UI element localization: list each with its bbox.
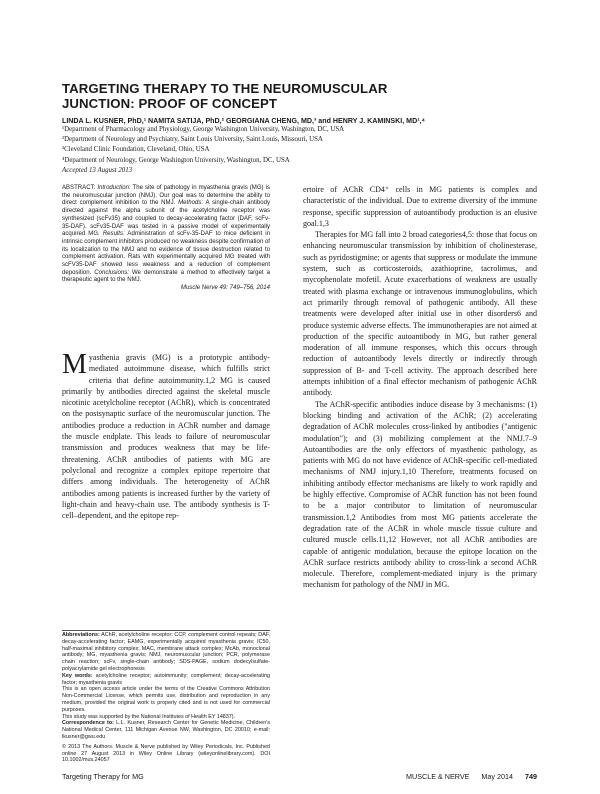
body-paragraph-2: Therapies for MG fall into 2 broad categories4,5: those that focus on enhancing neuromuscular transmission by inhibition of cholinesterase, such as pyridostigmine; or agents that suppress or modulate the immune system, such as corticosteroids, azathioprine, tacrolimus, and mycophenolate mofetil. Acute exacerbations of weakness are usually treated with plasma exchange or intravenous immunoglobulins, which act primarily through removal of pathogenic antibody. All these treatments were developed after initial use in other disorders6 and produce systemic adverse effects. The immunotherapies are not aimed at production of the specific autoantibody in MG, but rather general moderation of all immune responses, which this occurs through reduction of autoantibody levels directly or indirectly through suppression of B- and T-cell activity. The approach described here attempts inhibition of a final effector mechanism of pathogenic AChR antibody. xyxy=(303,230,537,398)
abstract xyxy=(62,185,270,293)
keywords-text: acetylcholine receptor; autoimmunity; complement; decay-accelerating factor; myasthenia gravis xyxy=(62,672,270,686)
affiliation-3: ³Cleveland Clinic Foundation, Cleveland, Ohio, USA xyxy=(62,146,210,154)
abstract-results-label: Results: xyxy=(102,231,125,238)
license-note: This is an open access article under the terms of the Creative Commons Attribution Non-Commercial License, which permits use, distribution and reproduction in any medium, provided the original work is properly cited and is not used for commercial purposes. xyxy=(62,686,270,713)
page-footer xyxy=(62,772,537,782)
body-intro-paragraph: yasthenia gravis (MG) is a prototypic antibody-mediated autoimmune disease, which fulfills strict criteria that define autoimmunity.1,2 MG is caused primarily by antibodies directed against the skeletal muscle nicotinic acetylcholine receptor (AChR), which is concentrated on the postsynaptic surface of the neuromuscular junction. The antibodies produce a reduction in AChR number and damage the muscle endplate. This leads to failure of neuromuscular transmission and produces weakness that may be life-threatening. AChR antibodies of patients with MG are polyclonal and recognize a complex epitope repertoire that differs among individuals. The heterogeneity of AChR antibodies among patients is increased further by the variety of light-chain and heavy-chain use. The antibody synthesis is T-cell–dependent, and the epitope rep- xyxy=(62,353,270,521)
footer-journal-info xyxy=(394,772,537,781)
keywords xyxy=(62,673,270,687)
abstract-conclusions: We demonstrate a method to effectively target a therapeutic agent to the NMJ. xyxy=(62,269,270,284)
copyright-note: © 2013 The Authors. Muscle & Nerve published by Wiley Periodicals, Inc. Published online 27 August 2013 in Wiley Online Library (wileyonlinelibrary.com). DOI 10.1002/mus.24057 xyxy=(62,743,270,764)
abstract-results: Administration of scFv-35-DAF to mice deficient in intrinsic complement inhibitors produced no weakness despite confirmation of its localization to the NMJ and no evidence of tissue destruction related to complement activation. Rats with experimentally acquired MG treated with scFV35-DAF showed less weakness and a reduction of complement deposition. xyxy=(62,231,270,276)
footnote-divider xyxy=(62,630,270,631)
correspondence xyxy=(62,720,270,740)
affiliation-2: ²Department of Neurology and Psychiatry, Saint Louis University, Saint Louis, Missouri, USA xyxy=(62,136,323,144)
accepted-date: Accepted 13 August 2013 xyxy=(62,166,133,174)
journal-citation: Muscle Nerve 49: 749–756, 2014 xyxy=(180,285,270,292)
abbreviations xyxy=(62,632,270,673)
footnotes xyxy=(62,632,270,764)
correspondence-label: Correspondence to: xyxy=(62,720,114,727)
abstract-intro: The site of pathology in myasthenia gravis (MG) is the neuromuscular junction (NMJ). Our goal was to determine the ability to direct complement inhibition to the NMJ. xyxy=(62,185,270,207)
body-paragraph-3: The AChR-specific antibodies induce disease by 3 mechanisms: (1) blocking binding and activation of the AChR; (2) accelerating degradation of AChR molecules cross-linked by antibodies ("antigenic modulation"); and (3) mobilizing complement at the NMJ.7–9 Autoantibodies are the only effectors of myasthenic pathology, as patients with MG do not have evidence of AChR-specific cell-mediated mechanisms of NMJ injury.1,10 Therefore, treatments focused on inhibiting antibody effector mechanisms are likely to work rapidly and be highly effective. Compromise of AChR function has not been found to be a major contributor to limitation of neuromuscular transmission.1,2 Antibodies from most MG patients accelerate the degradation rate of the AChR in whole muscle tissue culture and cultured muscle cells.11,12 However, not all AChR antibodies are capable of antigenic modulation, because the epitope location on the AChR surface restricts antibody ability to cross-link a second AChR molecule. Therefore, complement-mediated injury is the primary mechanism for pathology of the NMJ in MG. xyxy=(303,399,537,590)
affiliations xyxy=(62,125,542,176)
drop-cap: M xyxy=(62,349,87,380)
keywords-label: Key words: xyxy=(62,672,93,679)
abstract-conclusions-label: Conclusions: xyxy=(94,269,129,276)
body-paragraph-1: ertoire of AChR CD4⁺ cells in MG patients is complex and characteristic of the individual. Due to extreme diversity of the immune response, specific suppression of autoantibody production is an elusive goal.1,3 xyxy=(303,185,537,228)
abstract-label: ABSTRACT: xyxy=(62,185,98,191)
author-list: LINDA L. KUSNER, PhD,¹ NAMITA SATIJA, PhD,² GEORGIANA CHENG, MD,³ and HENRY J. KAMINSKI, MD¹,⁴ xyxy=(62,117,426,125)
body-column-right xyxy=(303,184,537,591)
footer-date: May 2014 xyxy=(481,772,513,781)
affiliation-1: ¹Department of Pharmacology and Physiology, George Washington University, Washington, DC, USA xyxy=(62,126,345,133)
affiliation-4: ⁴Department of Neurology, George Washington University, Washington, DC, USA xyxy=(62,156,290,164)
title-line-1: TARGETING THERAPY TO THE NEUROMUSCULAR xyxy=(62,81,388,96)
article-title xyxy=(62,82,482,111)
body-column-left xyxy=(62,349,270,521)
page-number: 749 xyxy=(525,772,537,781)
abbreviations-text: AChR, acetylcholine receptor; CCP, complement control repeats; DAF, decay-accelerating factor; EAMG, experimentally acquired myasthenia gravis; IC50, half-maximal inhibitory complex; MAC, membrane attack complex; McAb, monoclonal antibody; MG, myasthenia gravis; NMJ, neuromuscular junction; PCR, polymerase chain reaction; scFv, single-chain antibody; SDS-PAGE, sodium dodecylsulfate-polyacrylamide gel electrophoresis xyxy=(62,632,270,672)
abbreviations-label: Abbreviations: xyxy=(62,632,100,638)
funding-note: This study was supported by the National Institutes of Health EY 14837). xyxy=(62,713,236,720)
abstract-methods-label: Methods: xyxy=(178,200,203,207)
title-line-2: JUNCTION: PROOF OF CONCEPT xyxy=(62,95,278,111)
footer-journal: MUSCLE & NERVE xyxy=(406,772,470,781)
running-title: Targeting Therapy for MG xyxy=(62,772,144,781)
abstract-methods: A single-chain antibody directed against the alpha subunit of the acetylcholine receptor was synthesized (scFv35) and coupled to decay-accelerating factor (DAF, scFv-35-DAF). scFv35-DAF was tested in a passive model of experimentally acquired MG. xyxy=(62,200,270,238)
abstract-intro-label: Introduction: xyxy=(97,185,131,191)
correspondence-text: L.L. Kusner, Research Center for Genetic Medicine, Children's National Medical Center, 111 Michigan Avenue NW, Washington, DC 20010; e-mail: lkusner@gwu.edu xyxy=(62,720,271,740)
